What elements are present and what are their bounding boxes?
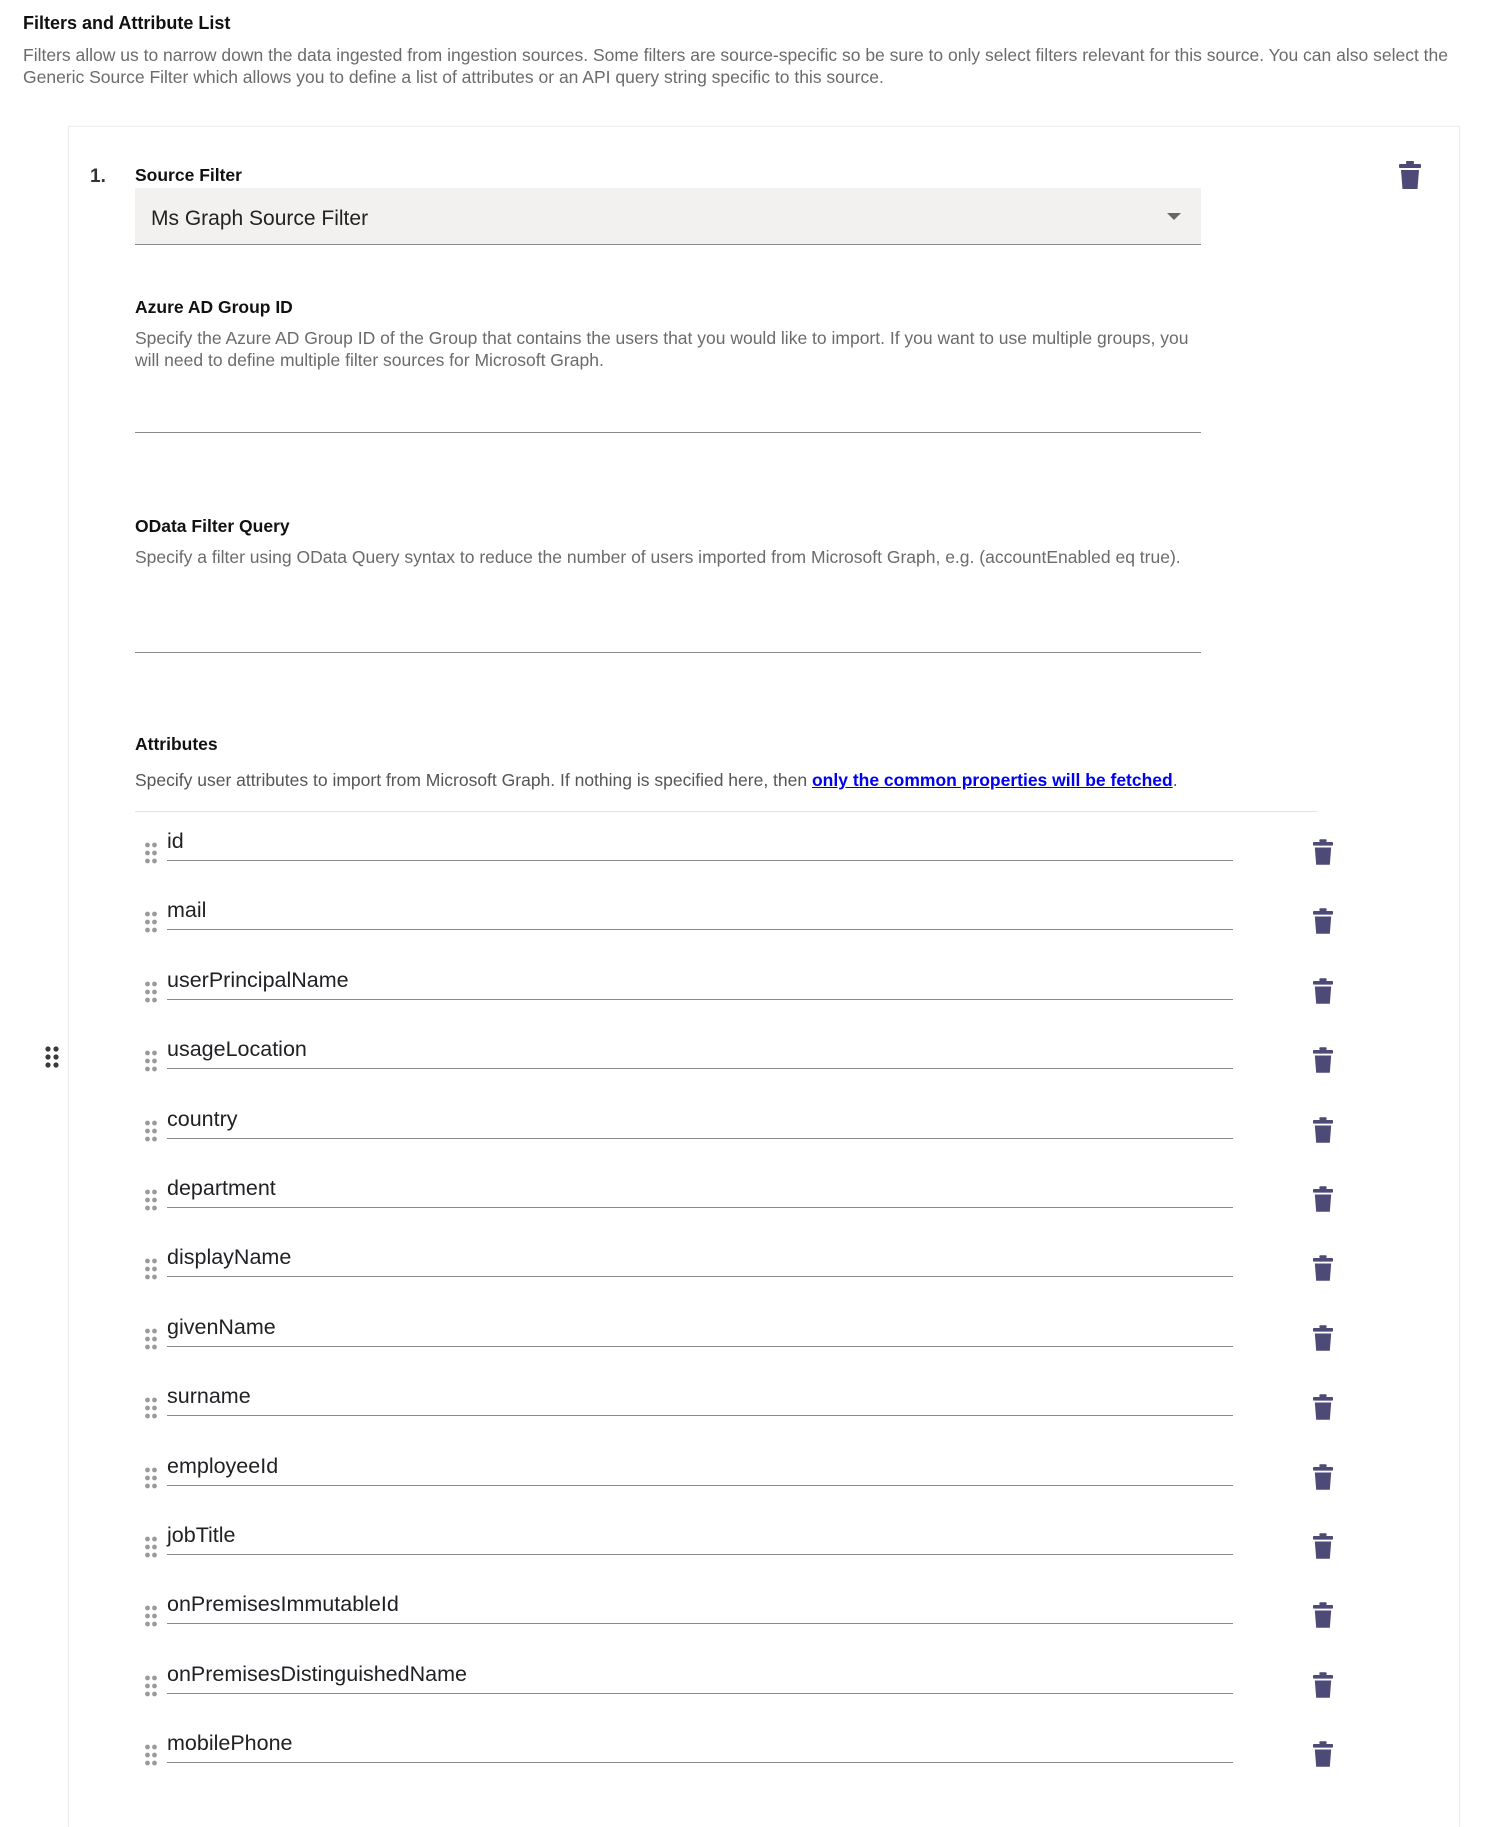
attribute-value: mobilePhone bbox=[167, 1731, 293, 1755]
delete-attribute-button[interactable] bbox=[1313, 1394, 1333, 1420]
source-filter-label: Source Filter bbox=[135, 165, 242, 185]
delete-attribute-button[interactable] bbox=[1313, 1047, 1333, 1073]
attribute-drag-handle[interactable] bbox=[144, 1743, 158, 1767]
attribute-drag-handle[interactable] bbox=[144, 1604, 158, 1628]
attribute-input[interactable] bbox=[167, 964, 1233, 1000]
trash-icon bbox=[1313, 1325, 1333, 1351]
attribute-row bbox=[0, 819, 1510, 888]
attribute-row bbox=[0, 1305, 1510, 1374]
delete-attribute-button[interactable] bbox=[1313, 1602, 1333, 1628]
trash-icon bbox=[1313, 1255, 1333, 1281]
azure-group-label: Azure AD Group ID bbox=[135, 297, 293, 317]
drag-handle-icon bbox=[144, 1327, 158, 1351]
attribute-drag-handle[interactable] bbox=[144, 1119, 158, 1143]
attribute-input[interactable] bbox=[167, 894, 1233, 930]
trash-icon bbox=[1313, 908, 1333, 934]
section-description: Filters allow us to narrow down the data ingested from ingestion sources. Some filters are source-specific so be sure to only select filters relevant for this source. You can also select the Generic Source Filter which allows you to define a list of attributes or an API query string specific to this source. bbox=[23, 45, 1449, 87]
drag-handle-icon bbox=[144, 1119, 158, 1143]
trash-icon bbox=[1399, 161, 1421, 189]
drag-handle-icon bbox=[144, 1466, 158, 1490]
drag-handle-icon bbox=[144, 1604, 158, 1628]
chevron-down-icon bbox=[1167, 213, 1181, 220]
delete-attribute-button[interactable] bbox=[1313, 1672, 1333, 1698]
delete-attribute-button[interactable] bbox=[1313, 1741, 1333, 1767]
attribute-input[interactable] bbox=[167, 1241, 1233, 1277]
attribute-value: displayName bbox=[167, 1245, 292, 1269]
delete-attribute-button[interactable] bbox=[1313, 1117, 1333, 1143]
attribute-input[interactable] bbox=[167, 1727, 1233, 1763]
attribute-value: employeeId bbox=[167, 1454, 279, 1478]
attribute-input[interactable] bbox=[167, 1311, 1233, 1347]
attribute-drag-handle[interactable] bbox=[144, 980, 158, 1004]
trash-icon bbox=[1313, 1047, 1333, 1073]
attributes-help bbox=[135, 770, 1335, 791]
attributes-help-text: Specify user attributes to import from Microsoft Graph. If nothing is specified here, then bbox=[135, 770, 812, 790]
drag-handle-icon bbox=[144, 980, 158, 1004]
delete-attribute-button[interactable] bbox=[1313, 1464, 1333, 1490]
attribute-input[interactable] bbox=[167, 1172, 1233, 1208]
attribute-input[interactable] bbox=[167, 1103, 1233, 1139]
trash-icon bbox=[1313, 1672, 1333, 1698]
attribute-drag-handle[interactable] bbox=[144, 1535, 158, 1559]
trash-icon bbox=[1313, 978, 1333, 1004]
odata-input[interactable] bbox=[135, 622, 1201, 653]
attribute-drag-handle[interactable] bbox=[144, 910, 158, 934]
attribute-row bbox=[0, 958, 1510, 1027]
attribute-input[interactable] bbox=[167, 1450, 1233, 1486]
attribute-value: onPremisesDistinguishedName bbox=[167, 1662, 467, 1686]
trash-icon bbox=[1313, 1394, 1333, 1420]
drag-handle-icon bbox=[144, 1396, 158, 1420]
trash-icon bbox=[1313, 1602, 1333, 1628]
attribute-row bbox=[0, 1166, 1510, 1235]
attribute-input[interactable] bbox=[167, 825, 1233, 861]
trash-icon bbox=[1313, 1464, 1333, 1490]
attribute-row bbox=[0, 1444, 1510, 1513]
attribute-value: id bbox=[167, 829, 184, 853]
drag-handle-icon bbox=[144, 1743, 158, 1767]
attribute-value: givenName bbox=[167, 1315, 276, 1339]
attributes-divider bbox=[135, 811, 1317, 812]
attribute-drag-handle[interactable] bbox=[144, 1396, 158, 1420]
attribute-row bbox=[0, 1582, 1510, 1651]
attribute-drag-handle[interactable] bbox=[144, 1327, 158, 1351]
azure-group-help: Specify the Azure AD Group ID of the Group that contains the users that you would like to import. If you want to use multiple groups, you will need to define multiple filter sources for Microsoft Graph. bbox=[135, 328, 1189, 370]
attribute-input[interactable] bbox=[167, 1519, 1233, 1555]
attribute-row bbox=[0, 1097, 1510, 1166]
attributes-label: Attributes bbox=[135, 734, 218, 754]
trash-icon bbox=[1313, 1186, 1333, 1212]
attribute-input[interactable] bbox=[167, 1380, 1233, 1416]
attribute-row bbox=[0, 1235, 1510, 1304]
attribute-value: department bbox=[167, 1176, 276, 1200]
attribute-value: mail bbox=[167, 898, 207, 922]
attribute-row bbox=[0, 1374, 1510, 1443]
filter-index: 1. bbox=[90, 166, 106, 187]
attribute-drag-handle[interactable] bbox=[144, 1049, 158, 1073]
drag-handle-icon bbox=[144, 910, 158, 934]
attribute-value: country bbox=[167, 1107, 238, 1131]
drag-handle-icon bbox=[144, 1535, 158, 1559]
delete-attribute-button[interactable] bbox=[1313, 908, 1333, 934]
attributes-help-suffix: . bbox=[1172, 770, 1178, 790]
attribute-row bbox=[0, 1513, 1510, 1582]
odata-label: OData Filter Query bbox=[135, 516, 290, 536]
attribute-drag-handle[interactable] bbox=[144, 841, 158, 865]
attribute-drag-handle[interactable] bbox=[144, 1188, 158, 1212]
attribute-value: onPremisesImmutableId bbox=[167, 1592, 399, 1616]
attribute-drag-handle[interactable] bbox=[144, 1466, 158, 1490]
attribute-value: userPrincipalName bbox=[167, 968, 349, 992]
drag-handle-icon bbox=[144, 1257, 158, 1281]
attribute-drag-handle[interactable] bbox=[144, 1674, 158, 1698]
attribute-row bbox=[0, 1027, 1510, 1096]
drag-handle-icon bbox=[144, 1674, 158, 1698]
section-title: Filters and Attribute List bbox=[23, 13, 231, 33]
delete-filter-button[interactable] bbox=[1399, 161, 1421, 189]
delete-attribute-button[interactable] bbox=[1313, 839, 1333, 865]
trash-icon bbox=[1313, 1533, 1333, 1559]
attribute-drag-handle[interactable] bbox=[144, 1257, 158, 1281]
attribute-value: surname bbox=[167, 1384, 251, 1408]
azure-group-input[interactable] bbox=[135, 402, 1201, 433]
drag-handle-icon bbox=[144, 841, 158, 865]
attribute-input[interactable] bbox=[167, 1033, 1233, 1069]
source-filter-value: Ms Graph Source Filter bbox=[151, 207, 369, 230]
source-filter-select[interactable] bbox=[135, 188, 1201, 245]
delete-attribute-button[interactable] bbox=[1313, 1325, 1333, 1351]
trash-icon bbox=[1313, 1117, 1333, 1143]
delete-attribute-button[interactable] bbox=[1313, 1186, 1333, 1212]
attribute-value: jobTitle bbox=[167, 1523, 236, 1547]
common-properties-link[interactable]: only the common properties will be fetched bbox=[811, 770, 1173, 790]
drag-handle-icon bbox=[144, 1049, 158, 1073]
delete-attribute-button[interactable] bbox=[1313, 978, 1333, 1004]
odata-help: Specify a filter using OData Query syntax to reduce the number of users imported from Microsoft Graph, e.g. (accountEnabled eq true). bbox=[135, 547, 1181, 567]
delete-attribute-button[interactable] bbox=[1313, 1255, 1333, 1281]
drag-handle-icon bbox=[144, 1188, 158, 1212]
trash-icon bbox=[1313, 839, 1333, 865]
attribute-value: usageLocation bbox=[167, 1037, 307, 1061]
attribute-row bbox=[0, 1652, 1510, 1721]
delete-attribute-button[interactable] bbox=[1313, 1533, 1333, 1559]
trash-icon bbox=[1313, 1741, 1333, 1767]
attribute-input[interactable] bbox=[167, 1658, 1233, 1694]
attribute-row bbox=[0, 888, 1510, 957]
attribute-input[interactable] bbox=[167, 1588, 1233, 1624]
